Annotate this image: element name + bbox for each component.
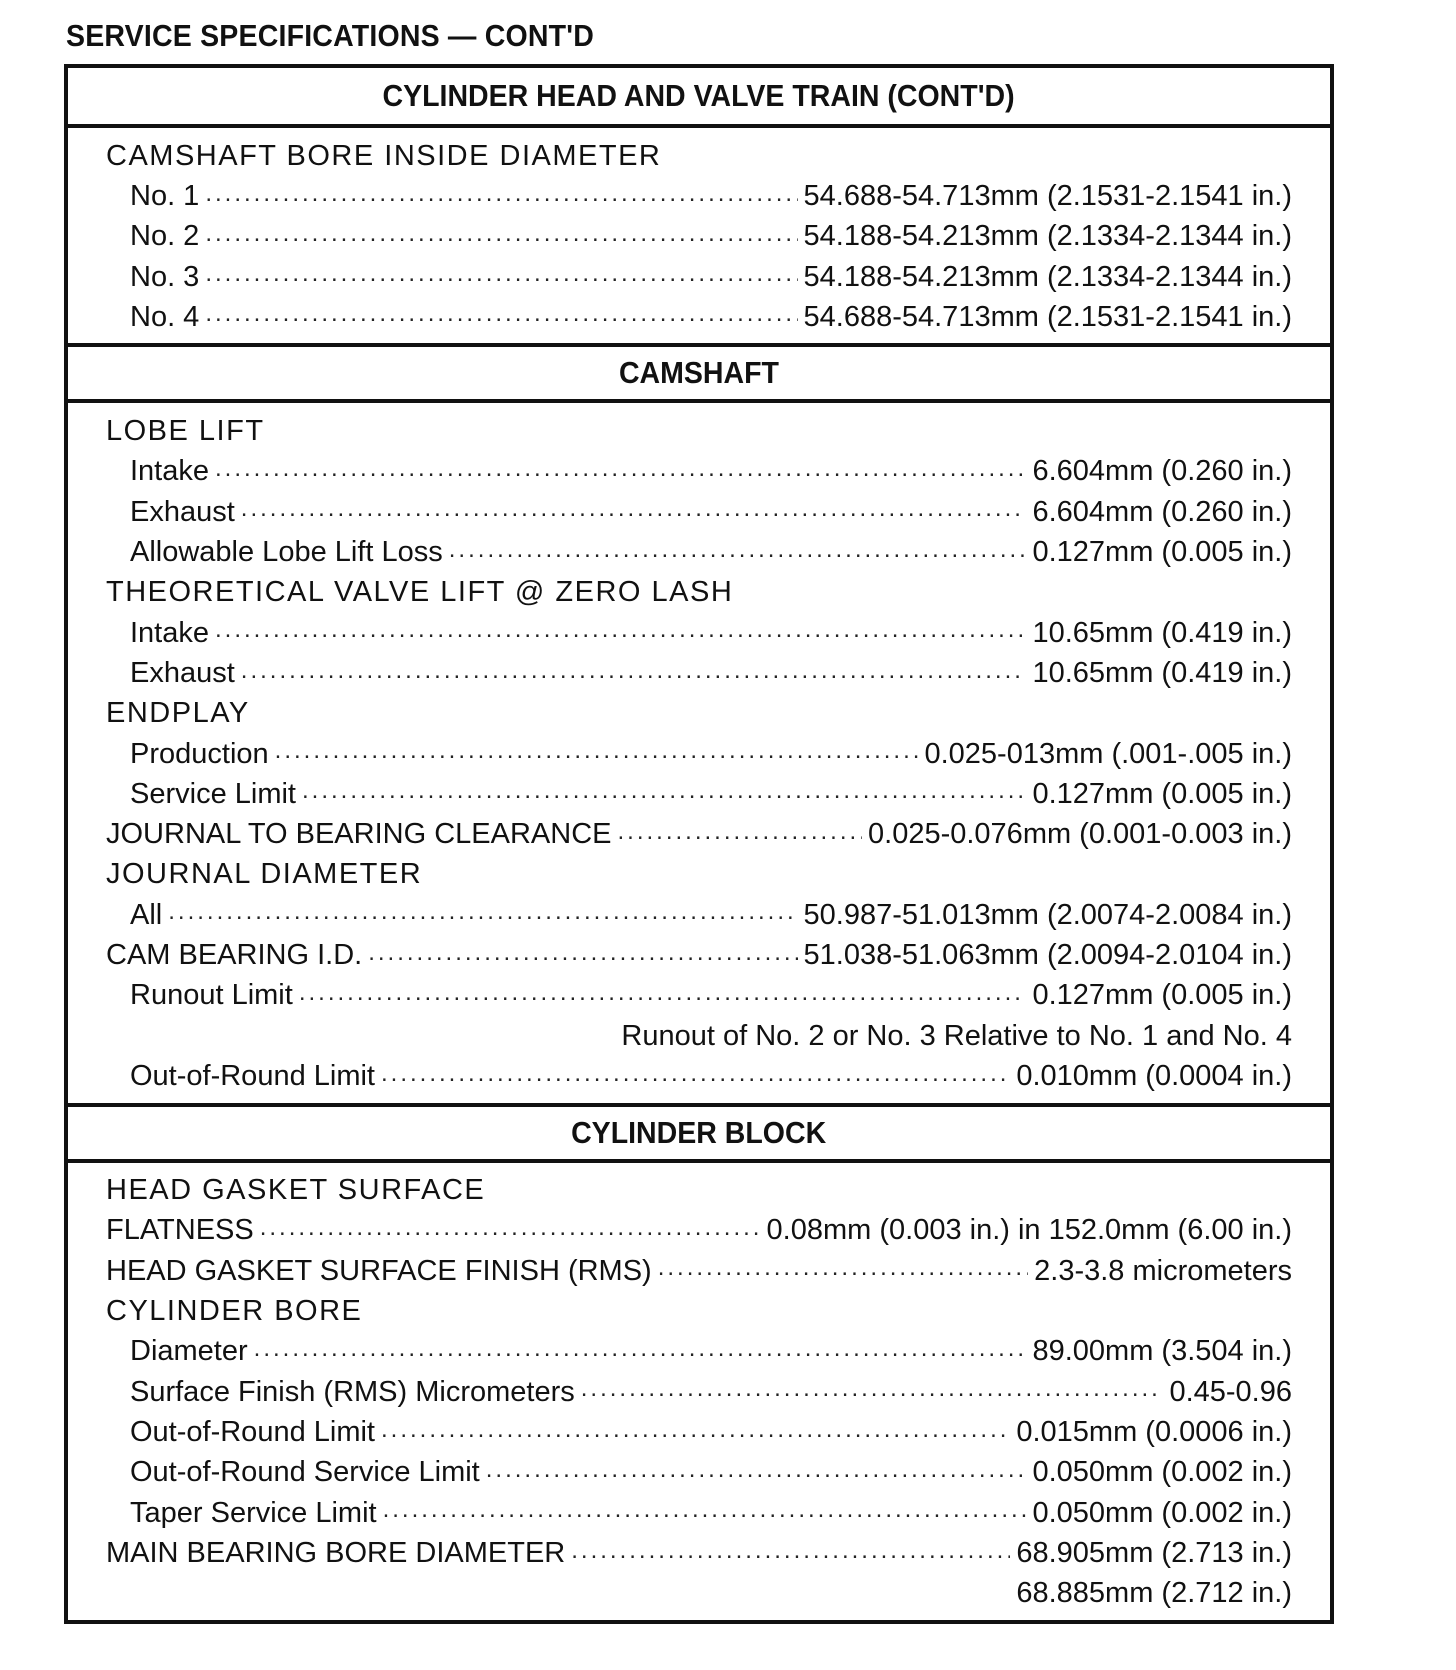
spec-label: No. 2 xyxy=(130,220,200,253)
spec-value: 10.65mm (0.419 in.) xyxy=(1032,656,1292,689)
spec-value: 54.688-54.713mm (2.1531-2.1541 in.) xyxy=(803,179,1292,212)
spec-value: 2.3-3.8 micrometers xyxy=(1034,1254,1292,1287)
spec-row xyxy=(106,814,1292,854)
spec-subheading xyxy=(106,136,1292,176)
dot-leader xyxy=(299,979,1027,1016)
spec-label: CYLINDER BORE xyxy=(106,1295,363,1328)
spec-label: THEORETICAL VALVE LIFT @ ZERO LASH xyxy=(106,576,734,609)
dot-leader xyxy=(381,1060,1010,1097)
spec-label: No. 3 xyxy=(130,260,200,293)
spec-row xyxy=(106,935,1292,975)
spec-row xyxy=(106,176,1292,216)
spec-row xyxy=(106,1372,1292,1412)
spec-label: Out-of-Round Limit xyxy=(130,1059,375,1092)
spec-subheading xyxy=(106,573,1292,613)
spec-value: 51.038-51.063mm (2.0094-2.0104 in.) xyxy=(803,938,1292,971)
spec-value: 0.010mm (0.0004 in.) xyxy=(1016,1059,1292,1092)
spec-value: 89.00mm (3.504 in.) xyxy=(1032,1335,1292,1368)
dot-leader xyxy=(241,495,1027,532)
dot-leader xyxy=(275,737,919,774)
spec-label: All xyxy=(130,898,163,931)
dot-leader xyxy=(449,536,1027,573)
dot-leader xyxy=(215,455,1026,492)
dot-leader xyxy=(486,1456,1027,1493)
dot-leader xyxy=(205,300,797,337)
spec-row xyxy=(106,653,1292,693)
section-title: CYLINDER HEAD AND VALVE TRAIN (CONT'D) xyxy=(382,78,1016,113)
spec-row xyxy=(106,1251,1292,1291)
spec-value: 0.127mm (0.005 in.) xyxy=(1032,979,1292,1012)
spec-row xyxy=(106,492,1292,532)
spec-label: HEAD GASKET SURFACE FINISH (RMS) xyxy=(106,1254,652,1287)
spec-value: 6.604mm (0.260 in.) xyxy=(1032,455,1292,488)
section-body xyxy=(68,403,1330,1102)
spec-label: CAM BEARING I.D. xyxy=(106,938,363,971)
spec-value: 50.987-51.013mm (2.0074-2.0084 in.) xyxy=(803,898,1292,931)
section-header xyxy=(68,1103,1330,1163)
dot-leader xyxy=(381,1416,1010,1453)
spec-row xyxy=(106,1533,1292,1573)
spec-value: 0.08mm (0.003 in.) in 152.0mm (6.00 in.) xyxy=(766,1214,1292,1247)
section-title: CYLINDER BLOCK xyxy=(571,1114,827,1150)
spec-subheading xyxy=(106,855,1292,895)
spec-row xyxy=(106,1211,1292,1251)
spec-value: 6.604mm (0.260 in.) xyxy=(1032,495,1292,528)
dot-leader xyxy=(205,180,797,217)
spec-row xyxy=(106,976,1292,1016)
dot-leader xyxy=(215,616,1026,653)
spec-row xyxy=(106,1453,1292,1493)
spec-row xyxy=(106,1016,1292,1056)
spec-label: Out-of-Round Service Limit xyxy=(130,1456,480,1489)
dot-leader xyxy=(571,1537,1010,1574)
dot-leader xyxy=(617,818,862,855)
spec-label: ENDPLAY xyxy=(106,697,250,730)
spec-label: Intake xyxy=(130,455,209,488)
section-header xyxy=(68,343,1330,403)
spec-value: 0.127mm (0.005 in.) xyxy=(1032,536,1292,569)
spec-value: 0.050mm (0.002 in.) xyxy=(1032,1456,1292,1489)
spec-row xyxy=(106,895,1292,935)
spec-value: 68.885mm (2.712 in.) xyxy=(1016,1577,1292,1610)
spec-value: 68.905mm (2.713 in.) xyxy=(1016,1536,1292,1569)
spec-label: Service Limit xyxy=(130,777,296,810)
spec-value: 54.688-54.713mm (2.1531-2.1541 in.) xyxy=(803,300,1292,333)
spec-label: LOBE LIFT xyxy=(106,415,265,448)
spec-label: JOURNAL DIAMETER xyxy=(106,858,423,891)
spec-label: Surface Finish (RMS) Micrometers xyxy=(130,1375,575,1408)
spec-value: 0.45-0.96 xyxy=(1169,1375,1292,1408)
spec-value: 54.188-54.213mm (2.1334-2.1344 in.) xyxy=(803,220,1292,253)
spec-row xyxy=(106,613,1292,653)
spec-label: Intake xyxy=(130,616,209,649)
dot-leader xyxy=(168,898,797,935)
spec-label: FLATNESS xyxy=(106,1214,254,1247)
page-title: SERVICE SPECIFICATIONS — CONT'D xyxy=(66,18,595,53)
dot-leader xyxy=(383,1496,1027,1533)
spec-label: Out-of-Round Limit xyxy=(130,1415,375,1448)
spec-value: Runout of No. 2 or No. 3 Relative to No. 1 and No. 4 xyxy=(621,1019,1292,1052)
dot-leader xyxy=(302,777,1026,814)
spec-value: 0.050mm (0.002 in.) xyxy=(1032,1496,1292,1529)
section-title: CAMSHAFT xyxy=(618,355,779,391)
spec-row xyxy=(106,734,1292,774)
dot-leader xyxy=(205,260,797,297)
section-body xyxy=(68,1163,1330,1620)
spec-row xyxy=(106,297,1292,337)
spec-label: No. 4 xyxy=(130,300,200,333)
spec-row xyxy=(106,1493,1292,1533)
spec-row xyxy=(106,1332,1292,1372)
spec-label: MAIN BEARING BORE DIAMETER xyxy=(106,1536,566,1569)
dot-leader xyxy=(658,1254,1028,1291)
spec-value: 0.025-013mm (.001-.005 in.) xyxy=(924,737,1292,770)
spec-label: Exhaust xyxy=(130,495,235,528)
spec-value: 0.127mm (0.005 in.) xyxy=(1032,777,1292,810)
spec-row xyxy=(106,452,1292,492)
dot-leader xyxy=(260,1214,761,1251)
dot-leader xyxy=(254,1335,1027,1372)
spec-row xyxy=(106,1056,1292,1096)
spec-value: 0.025-0.076mm (0.001-0.003 in.) xyxy=(868,818,1292,851)
spec-row xyxy=(106,532,1292,572)
spec-row xyxy=(106,774,1292,814)
spec-label: Allowable Lobe Lift Loss xyxy=(130,536,443,569)
dot-leader xyxy=(581,1375,1164,1412)
spec-subheading xyxy=(106,1171,1292,1211)
spec-label: Taper Service Limit xyxy=(130,1496,377,1529)
spec-label: JOURNAL TO BEARING CLEARANCE xyxy=(106,818,612,851)
dot-leader xyxy=(241,657,1027,694)
spec-subheading xyxy=(106,694,1292,734)
section-header xyxy=(68,68,1330,128)
spec-row xyxy=(106,1574,1292,1614)
spec-label: Production xyxy=(130,737,269,770)
spec-value: 0.015mm (0.0006 in.) xyxy=(1016,1415,1292,1448)
spec-row xyxy=(106,217,1292,257)
spec-table xyxy=(64,64,1334,1624)
spec-value: 10.65mm (0.419 in.) xyxy=(1032,616,1292,649)
spec-label: CAMSHAFT BORE INSIDE DIAMETER xyxy=(106,139,662,172)
spec-label: No. 1 xyxy=(130,179,200,212)
spec-label: HEAD GASKET SURFACE xyxy=(106,1174,486,1207)
spec-value: 54.188-54.213mm (2.1334-2.1344 in.) xyxy=(803,260,1292,293)
section-body xyxy=(68,128,1330,343)
spec-row xyxy=(106,257,1292,297)
spec-label: Runout Limit xyxy=(130,979,293,1012)
spec-subheading xyxy=(106,411,1292,451)
spec-row xyxy=(106,1412,1292,1452)
dot-leader xyxy=(205,220,797,257)
spec-label: Exhaust xyxy=(130,656,235,689)
spec-label: Diameter xyxy=(130,1335,248,1368)
spec-subheading xyxy=(106,1291,1292,1331)
dot-leader xyxy=(368,939,797,976)
